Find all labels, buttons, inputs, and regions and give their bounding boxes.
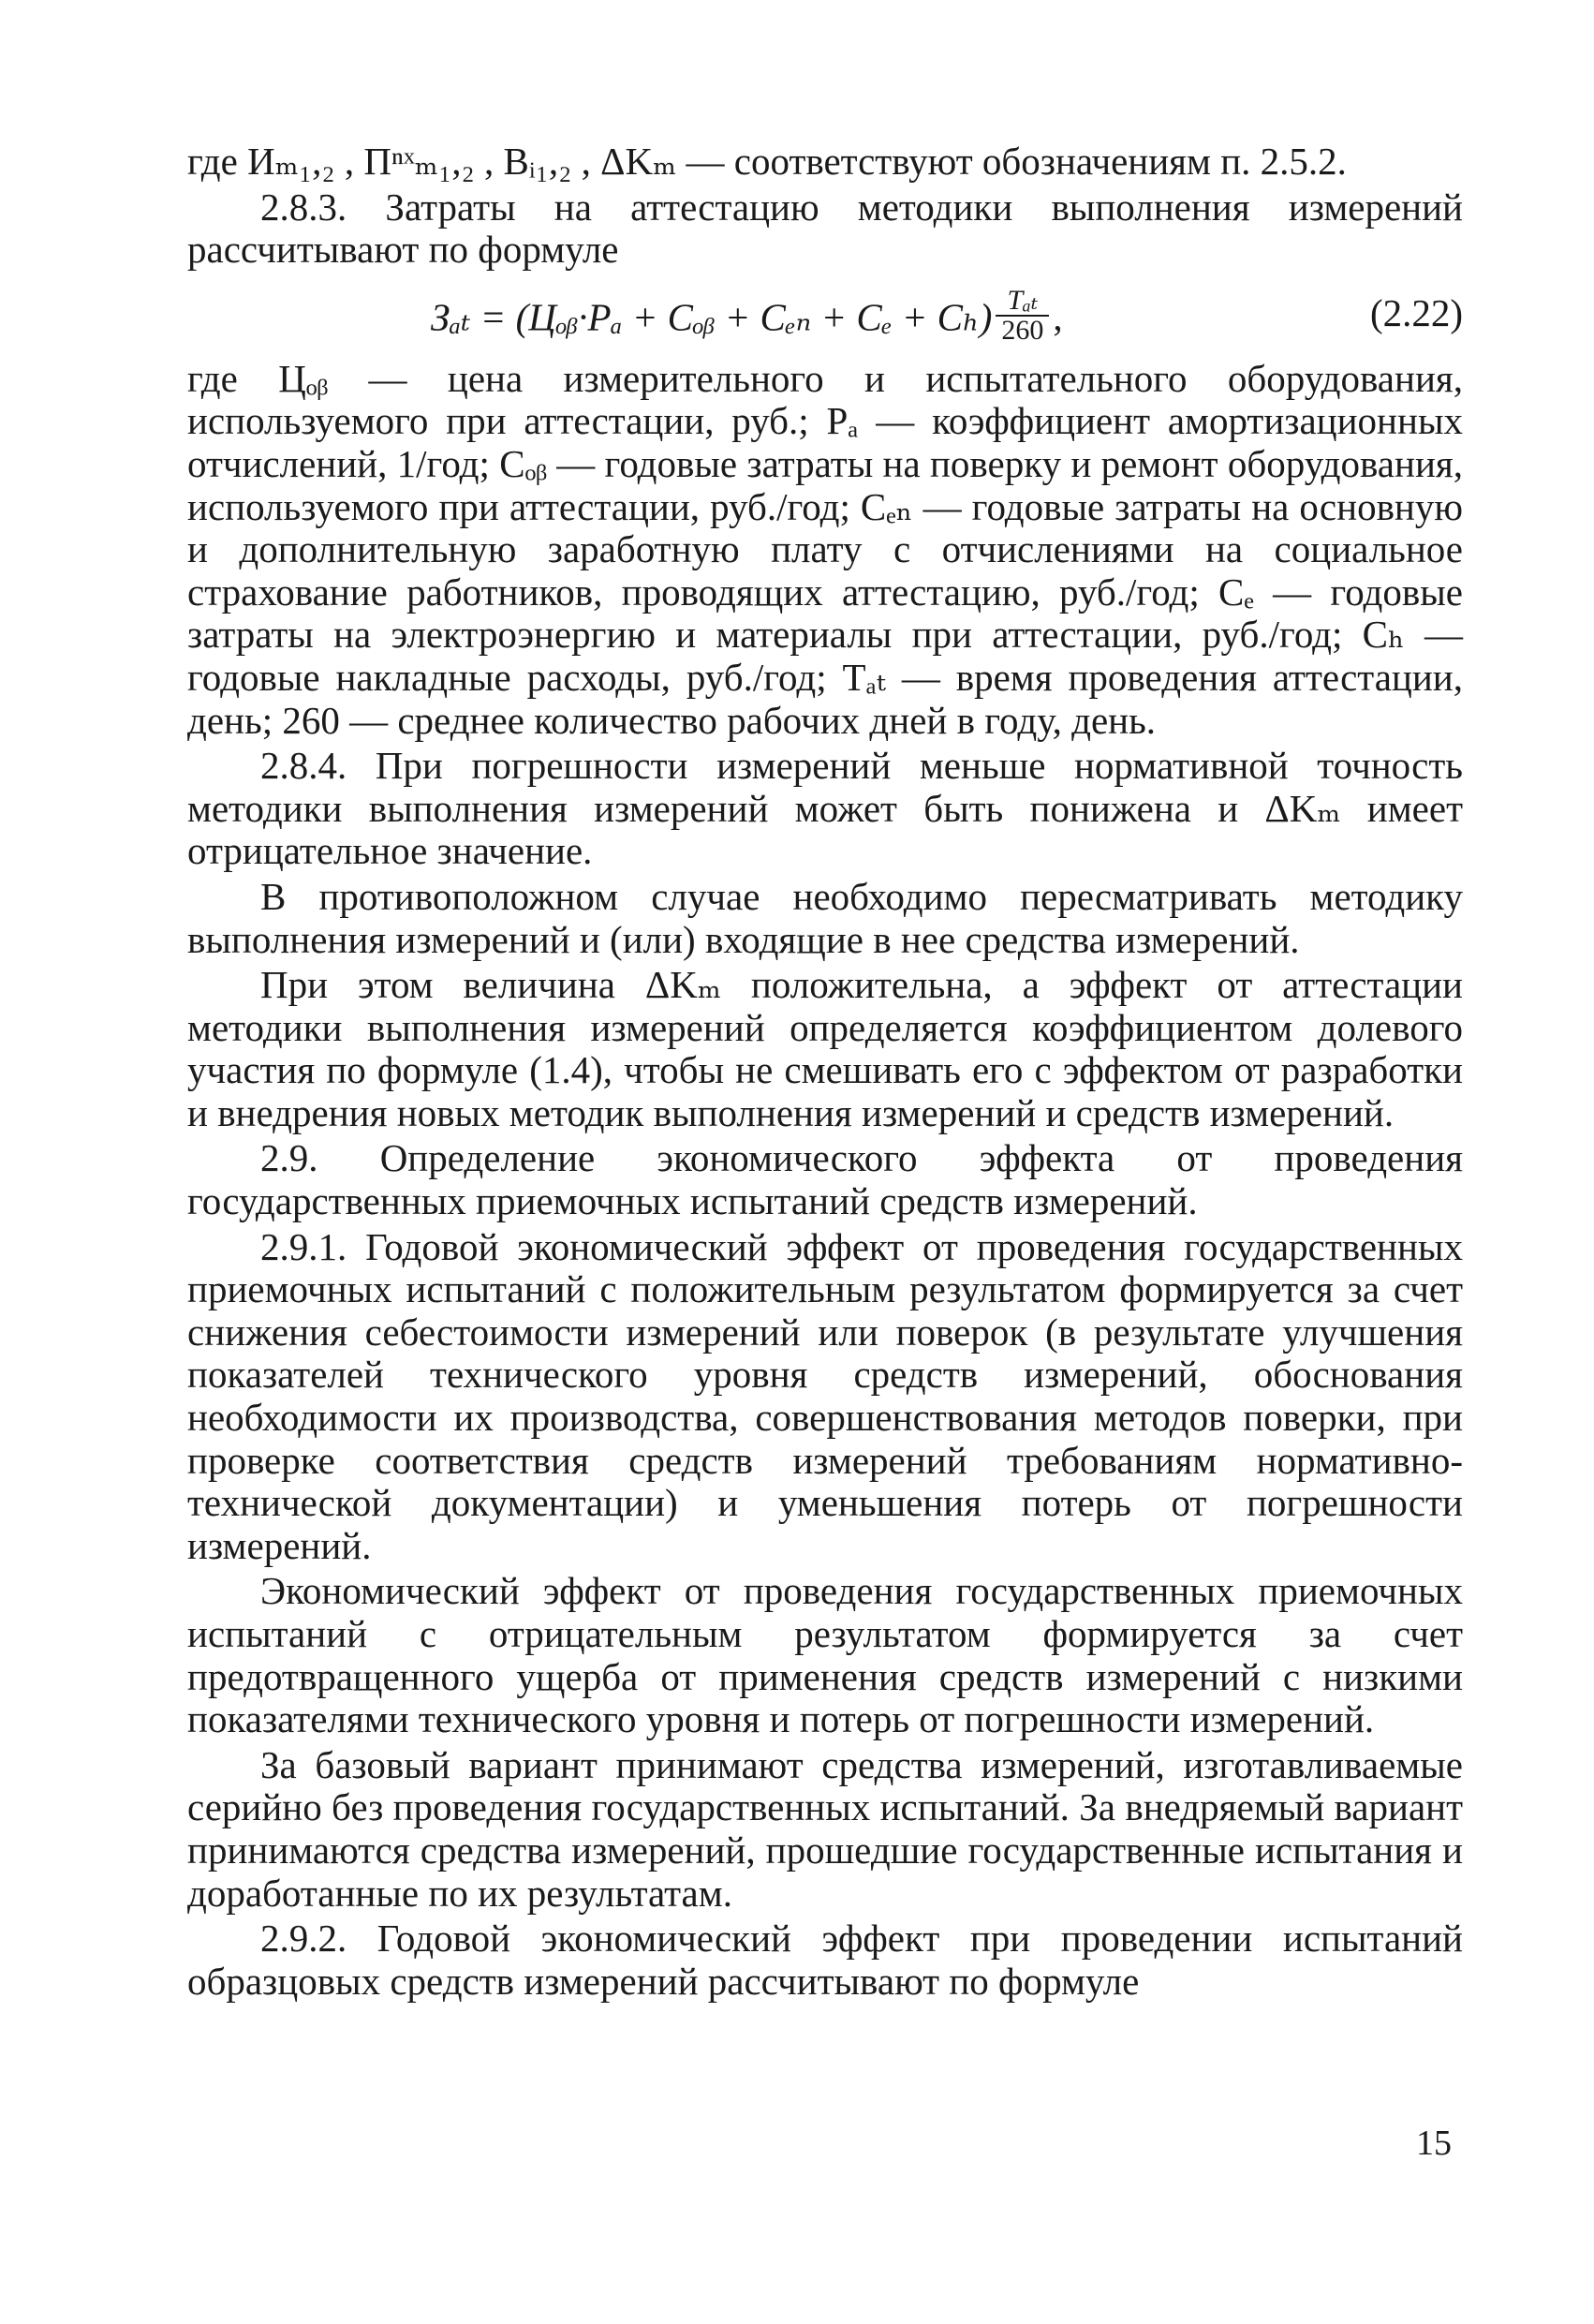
formula-expression [431, 284, 1063, 350]
body-text [187, 141, 1463, 2006]
paragraph-11: 2.9.2. Годовой экономический эффект при проведении испытаний образцовых средств измерений рассчитывают по формуле [187, 1917, 1463, 2003]
paragraph-7: 2.9. Определение экономического эффекта от проведения государственных приемочных испытаний средств измерений. [187, 1136, 1463, 1223]
formula-denominator: 260 [1001, 314, 1044, 346]
page-number: 15 [1416, 2124, 1452, 2163]
formula-tail: , [1053, 295, 1063, 339]
paragraph-10: За базовый вариант принимают средства измерений, изготавливаемые серийно без проведения государственных испытаний. За внедряемый вариант принимаются средства измерений, прошедшие государственные испытания и доработанные по их результатам. [187, 1742, 1463, 1915]
paragraph-2: 2.8.3. Затраты на аттестацию методики выполнения измерений рассчитывают по формуле [187, 185, 1463, 272]
paragraph-5: В противоположном случае необходимо пересматривать методику выполнения измерений и (или) входящие в нее средства измерений. [187, 874, 1463, 961]
paragraph-9: Экономический эффект от проведения государственных приемочных испытаний с отрицательным результатом формируется за счет предотвращенного ущерба от применения средств измерений с низкими показателями технического уровня и потерь от погрешности измерений. [187, 1569, 1463, 1741]
formula-lhs: Зₐₜ = (Цₒᵦ·Pₐ + Сₒᵦ + Сₑₙ + Сₑ + Сₕ) [431, 295, 993, 339]
paragraph-3: где Цₒᵦ — цена измерительного и испытательного оборудования, используемого при аттестации, руб.; Pₐ — коэффициент амортизационных отчислений, 1/год; Сₒᵦ — годовые затраты на поверку и ремонт оборудования, используемого при аттестации, руб./год; Сₑₙ — годовые затраты на основную и дополнительную заработную плату с отчислениями на социальное страхование работников, проводящих аттестацию, руб./год; Сₑ — годовые затраты на электроэнергию и материалы при аттестации, руб./год; Сₕ — годовые накладные расходы, руб./год; Тₐₜ — время проведения аттестации, день; 260 — среднее количество рабочих дней в году, день. [187, 356, 1463, 742]
formula-2-22 [187, 275, 1463, 352]
formula-numerator: Тₐₜ [996, 287, 1049, 317]
formula-number: (2.22) [1369, 290, 1463, 334]
paragraph-1: где Иₘ₁,₂ , Пⁿˣₘ₁,₂ , Вᵢ₁,₂ , ΔKₘ — соответствуют обозначениям п. 2.5.2. [187, 140, 1347, 183]
formula-fraction [996, 284, 1049, 346]
paragraph-4: 2.8.4. При погрешности измерений меньше нормативной точность методики выполнения измерений может быть понижена и ΔKₘ имеет отрицательное значение. [187, 744, 1463, 873]
paragraph-6: При этом величина ΔKₘ положительна, а эффект от аттестации методики выполнения измерений определяется коэффициентом долевого участия по формуле (1.4), чтобы не смешивать его с эффектом от разработки и внедрения новых методик выполнения измерений и средств измерений. [187, 963, 1463, 1134]
paragraph-8: 2.9.1. Годовой экономический эффект от проведения государственных приемочных испытаний с положительным результатом формируется за счет снижения себестоимости измерений или поверок (в результате улучшения показателей технического уровня средств измерений, обоснования необходимости их производства, совершенствования методов поверки, при проверке соответствия средств измерений требованиям нормативно-технической документации) и уменьшения потерь от погрешности измерений. [187, 1224, 1463, 1567]
